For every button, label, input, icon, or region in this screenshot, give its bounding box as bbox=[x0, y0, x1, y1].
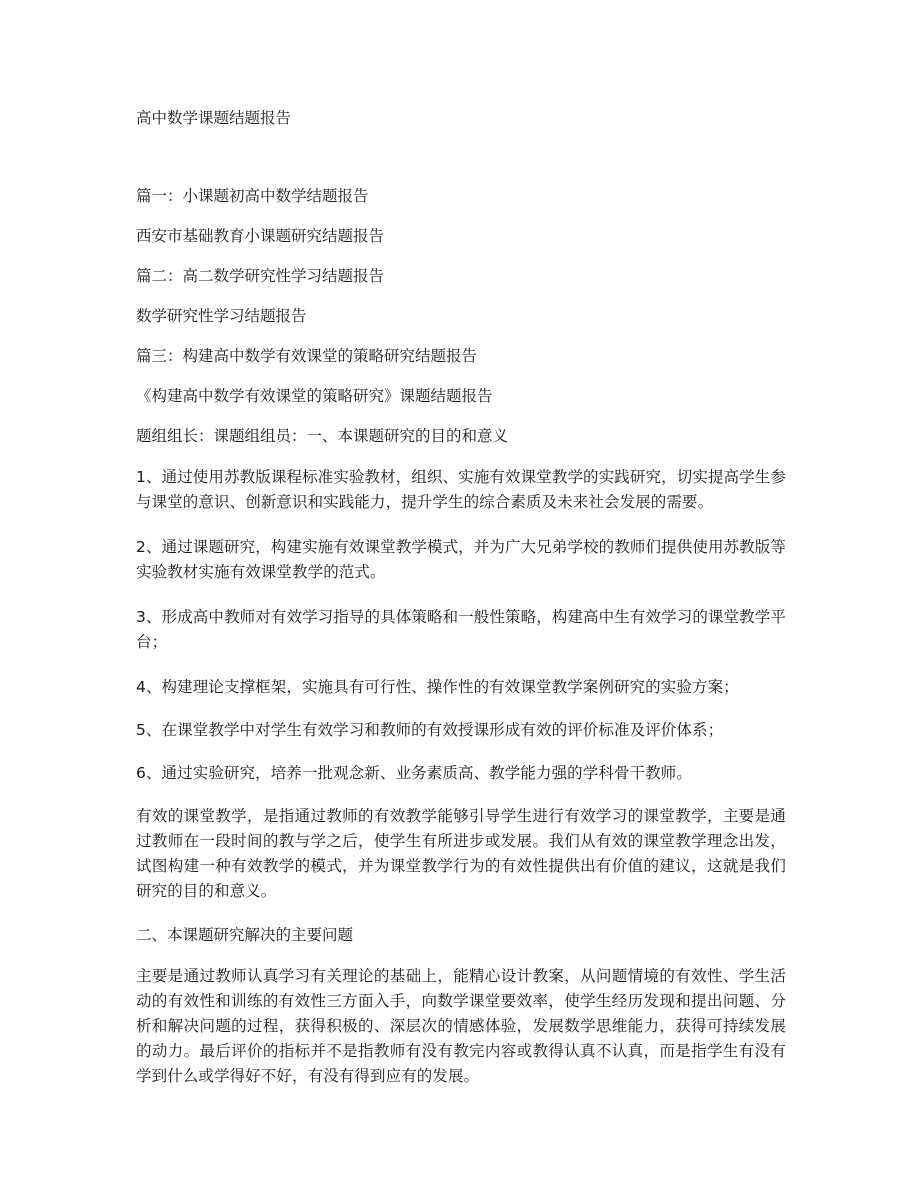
part-two-heading: 篇二：高二数学研究性学习结题报告 bbox=[136, 267, 385, 285]
section-two-heading: 二、本课题研究解决的主要问题 bbox=[136, 926, 354, 944]
objective-item-6: 6、通过实验研究，培养一批观念新、业务素质高、教学能力强的学科骨干教师。 bbox=[136, 764, 692, 782]
section-two-paragraph: 主要是通过教师认真学习有关理论的基础上，能精心设计教案，从问题情境的有效性、学生活动的有效性和训练的有效性三方面入手，向数学课堂要效率，使学生经历发现和提出问题、分析和解决问题的过程，获得积极的、深层次的情感体验，发展数学思维能力，获得可持续发展的动力。最后评价的指标并不是指教师有没有教完内容或教得认真不认真，而是指学生有没有学到什么或学得好不好，有没有得到应有的发展。 bbox=[136, 967, 786, 1085]
part-three-heading: 篇三：构建高中数学有效课堂的策略研究结题报告 bbox=[136, 347, 478, 365]
part-three-subtitle: 《构建高中数学有效课堂的策略研究》课题结题报告 bbox=[136, 387, 493, 405]
objective-item-5: 5、在课堂教学中对学生有效学习和教师的有效授课形成有效的评价标准及评价体系； bbox=[136, 721, 724, 739]
part-two-subtitle: 数学研究性学习结题报告 bbox=[136, 307, 307, 325]
objective-item-3: 3、形成高中教师对有效学习指导的具体策略和一般性策略，构建高中生有效学习的课堂教学平台； bbox=[136, 608, 786, 651]
objective-item-4: 4、构建理论支撑框架，实施具有可行性、操作性的有效课堂教学案例研究的实验方案； bbox=[136, 678, 739, 696]
summary-paragraph: 有效的课堂教学，是指通过教师的有效教学能够引导学生进行有效学习的课堂教学，主要是通过教师在一段时间的教与学之后，使学生有所进步或发展。我们从有效的课堂教学理念出发，试图构建一种有效教学的模式，并为课堂教学行为的有效性提供出有价值的建议，这就是我们研究的目的和意义。 bbox=[136, 807, 786, 900]
document-title: 高中数学课题结题报告 bbox=[136, 109, 292, 127]
part-one-subtitle: 西安市基础教育小课题研究结题报告 bbox=[136, 227, 385, 245]
group-and-section-one-heading: 题组组长：课题组组员：一、本课题研究的目的和意义 bbox=[136, 427, 509, 445]
part-one-heading: 篇一：小课题初高中数学结题报告 bbox=[136, 187, 369, 205]
objective-item-1: 1、通过使用苏教版课程标准实验教材，组织、实施有效课堂教学的实践研究，切实提高学生参与课堂的意识、创新意识和实践能力，提升学生的综合素质及未来社会发展的需要。 bbox=[136, 468, 786, 511]
objective-item-2: 2、通过课题研究，构建实施有效课堂教学模式，并为广大兄弟学校的教师们提供使用苏教版等实验教材实施有效课堂教学的范式。 bbox=[136, 538, 786, 581]
document-body bbox=[136, 185, 786, 1109]
